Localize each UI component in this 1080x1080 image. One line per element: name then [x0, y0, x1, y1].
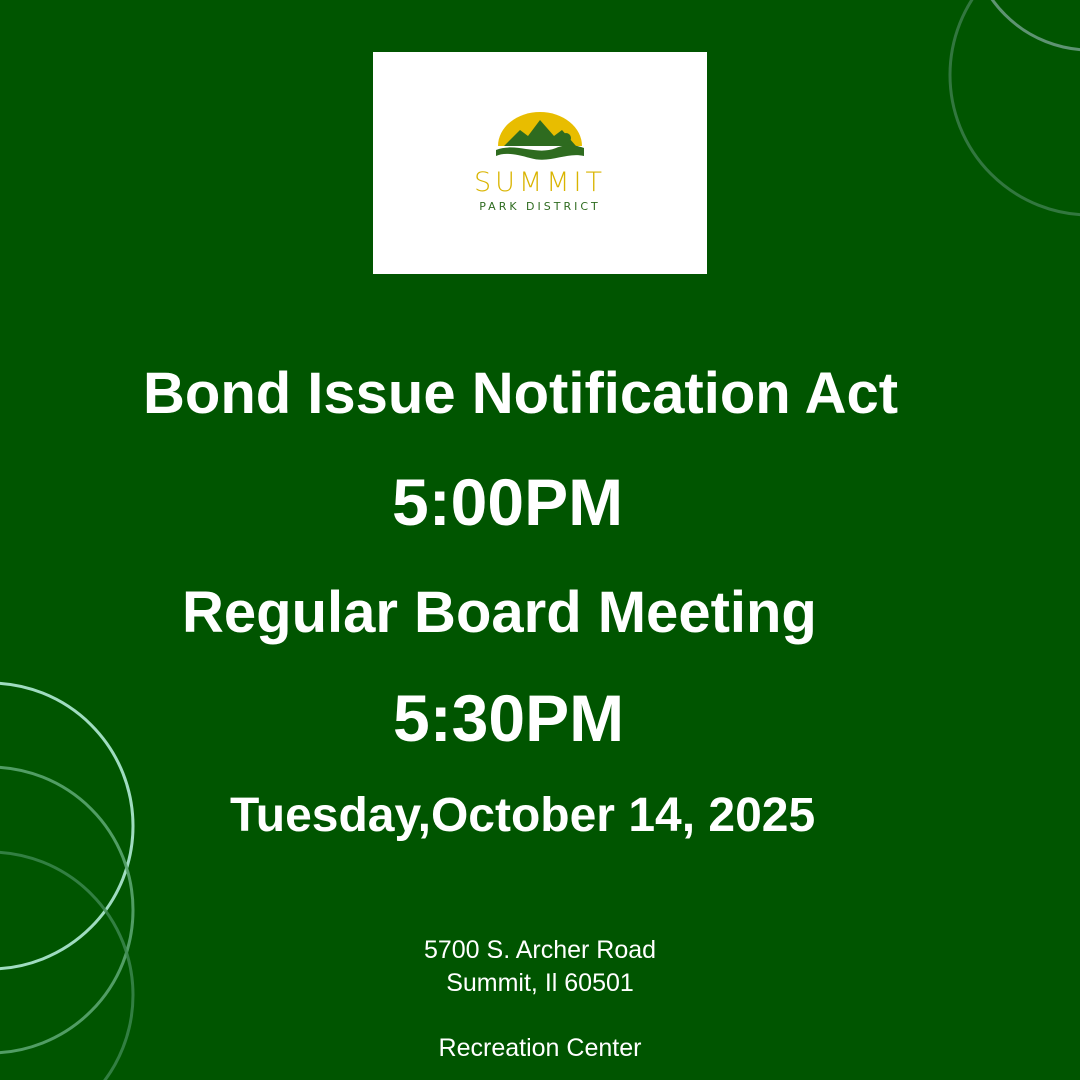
- decor-circle: [0, 767, 133, 1053]
- logo-card: [373, 52, 707, 274]
- event1-time: 5:00PM: [392, 465, 624, 539]
- logo-subtitle: PARK DISTRICT: [479, 200, 601, 213]
- event1-title: Bond Issue Notification Act: [143, 361, 899, 426]
- event2-title: Regular Board Meeting: [182, 580, 817, 645]
- logo-name: SUMMIT: [474, 167, 606, 198]
- decor-circle: [950, 0, 1080, 215]
- event2-time: 5:30PM: [393, 681, 625, 755]
- address-city: Summit, Il 60501: [446, 969, 634, 997]
- event-date: Tuesday,October 14, 2025: [230, 789, 816, 842]
- decor-circle: [970, 0, 1080, 50]
- address-street: 5700 S. Archer Road: [423, 936, 657, 964]
- mountain-sun-logo-icon: [496, 112, 584, 168]
- address-venue: Recreation Center: [438, 1034, 642, 1062]
- decor-circle: [0, 683, 133, 969]
